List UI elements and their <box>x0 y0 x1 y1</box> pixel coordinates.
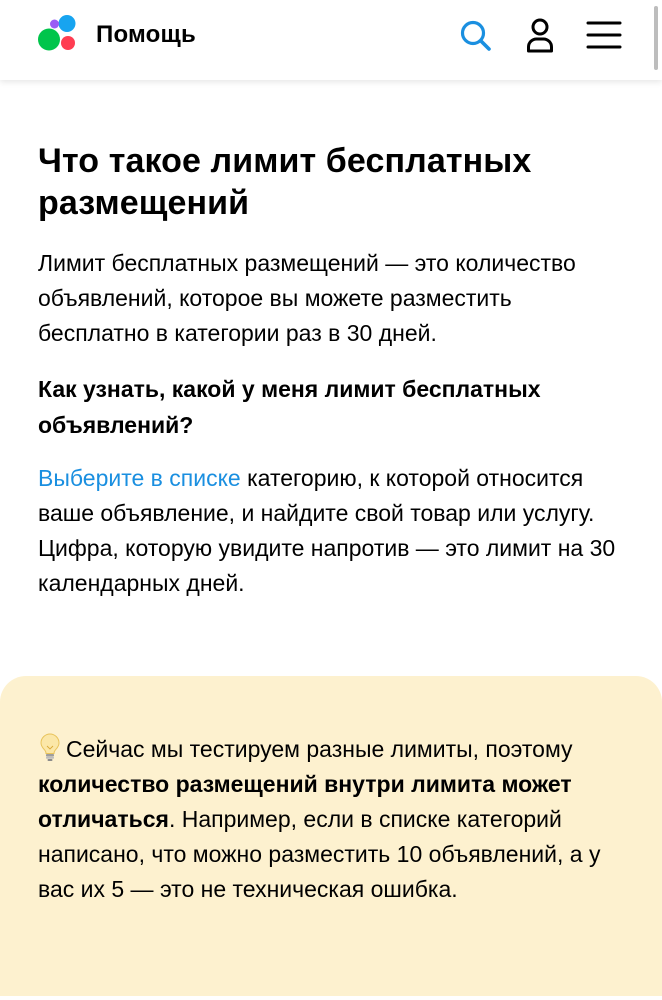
note-text <box>38 732 628 907</box>
scrollbar[interactable] <box>654 6 658 70</box>
info-note <box>0 676 662 996</box>
profile-button[interactable] <box>520 16 560 56</box>
intro-paragraph: Лимит бесплатных размещений — это количество объявлений, которое вы можете разместить бесплатно в категории раз в 30 дней. <box>38 250 576 346</box>
article-title: Что такое лимит бесплатных размещений <box>38 142 532 222</box>
profile-icon <box>520 16 560 56</box>
note-bold-text: количество размещений внутри лимита может отличаться <box>38 771 572 832</box>
header-title[interactable]: Помощь <box>96 21 196 48</box>
search-icon <box>456 16 496 56</box>
article <box>38 140 628 601</box>
lightbulb-icon <box>38 732 62 762</box>
instruction-text: категорию, к которой относится ваше объявление, и найдите свой товар или услугу. Цифра, которую увидите напротив — это лимит на 30 календарных дней. <box>38 465 616 596</box>
instruction-paragraph <box>38 461 628 601</box>
top-bar <box>0 0 662 80</box>
menu-icon <box>584 16 624 56</box>
category-list-link[interactable]: Выберите в списке <box>38 465 241 491</box>
logo-icon[interactable] <box>38 14 80 54</box>
search-button[interactable] <box>456 16 496 56</box>
subheading: Как узнать, какой у меня лимит бесплатных объявлений? <box>38 376 541 438</box>
note-text-end: . Например, если в списке категорий написано, что можно разместить 10 объявлений, а у вас их 5 — это не техническая ошибка. <box>38 806 601 902</box>
note-text-start: Сейчас мы тестируем разные лимиты, поэтому <box>66 736 573 762</box>
menu-button[interactable] <box>584 16 624 56</box>
